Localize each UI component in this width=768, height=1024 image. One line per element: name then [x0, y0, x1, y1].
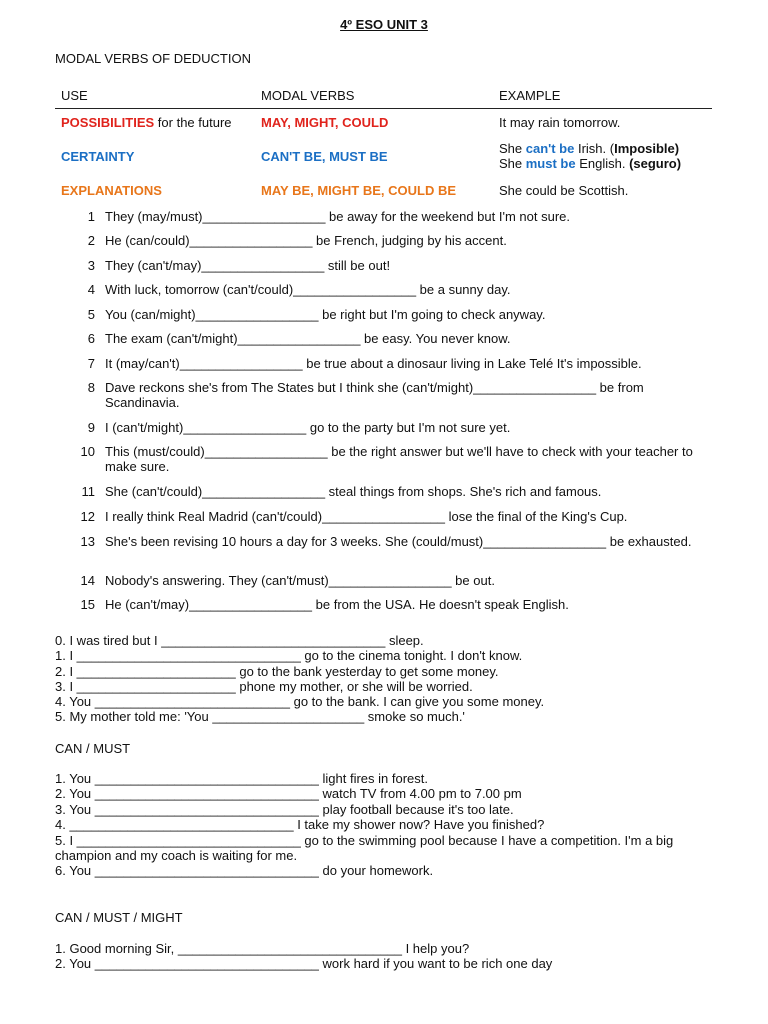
section-can-must-might: CAN / MUST / MIGHT [55, 910, 183, 925]
exercise-line: 4. _______________________________ I take my shower now? Have you finished? [55, 817, 545, 832]
example-cell: It may rain tomorrow. [499, 115, 621, 130]
exercise-line: 2. You _______________________________ watch TV from 4.00 pm to 7.00 pm [55, 786, 522, 801]
exercise-line: 5. I _______________________________ go to the swimming pool because I have a competition. I'm a big champion and my coach is waiting for me. [55, 833, 674, 863]
exercise-line: 1. You _______________________________ light fires in forest. [55, 771, 428, 786]
exercise-line: 0. I was tired but I _______________________________ sleep. [55, 633, 424, 648]
use-cell: CERTAINTY [61, 149, 135, 164]
use-cell: POSSIBILITIES for the future [61, 115, 232, 130]
exercise-line: 5. My mother told me: 'You _____________________ smoke so much.' [55, 709, 465, 724]
exercise-line: 3. I ______________________ phone my mother, or she will be worried. [55, 679, 473, 694]
section-can-must: CAN / MUST [55, 741, 131, 756]
exercise-line: 6. You _______________________________ do your homework. [55, 863, 434, 878]
column-header-modal-verbs: MODAL VERBS [261, 88, 355, 103]
exercise-line: 2. I ______________________ go to the bank yesterday to get some money. [55, 664, 499, 679]
exercise-line: 1. Good morning Sir, _______________________________ I help you? [55, 941, 470, 956]
section-title: MODAL VERBS OF DEDUCTION [55, 51, 251, 66]
exercise-line: 3. You _______________________________ play football because it's too late. [55, 802, 514, 817]
table-row-certainty [0, 141, 768, 175]
use-cell: EXPLANATIONS [61, 183, 162, 198]
exercise-line: 2. You _______________________________ work hard if you want to be rich one day [55, 956, 553, 971]
table-header-rule [55, 108, 712, 109]
column-header-example: EXAMPLE [499, 88, 561, 103]
example-cell: She can't be Irish. (Imposible) She must be English. (seguro) [499, 141, 682, 171]
example-cell: She could be Scottish. [499, 183, 629, 198]
modal-cell: CAN'T BE, MUST BE [261, 149, 388, 164]
modal-cell: MAY, MIGHT, COULD [261, 115, 389, 130]
exercise-line: 4. You ___________________________ go to the bank. I can give you some money. [55, 694, 545, 709]
exercise-line: 1. I _______________________________ go to the cinema tonight. I don't know. [55, 648, 523, 663]
modal-cell: MAY BE, MIGHT BE, COULD BE [261, 183, 457, 198]
column-header-use: USE [61, 88, 88, 103]
worksheet-title: 4º ESO UNIT 3 [340, 17, 428, 32]
